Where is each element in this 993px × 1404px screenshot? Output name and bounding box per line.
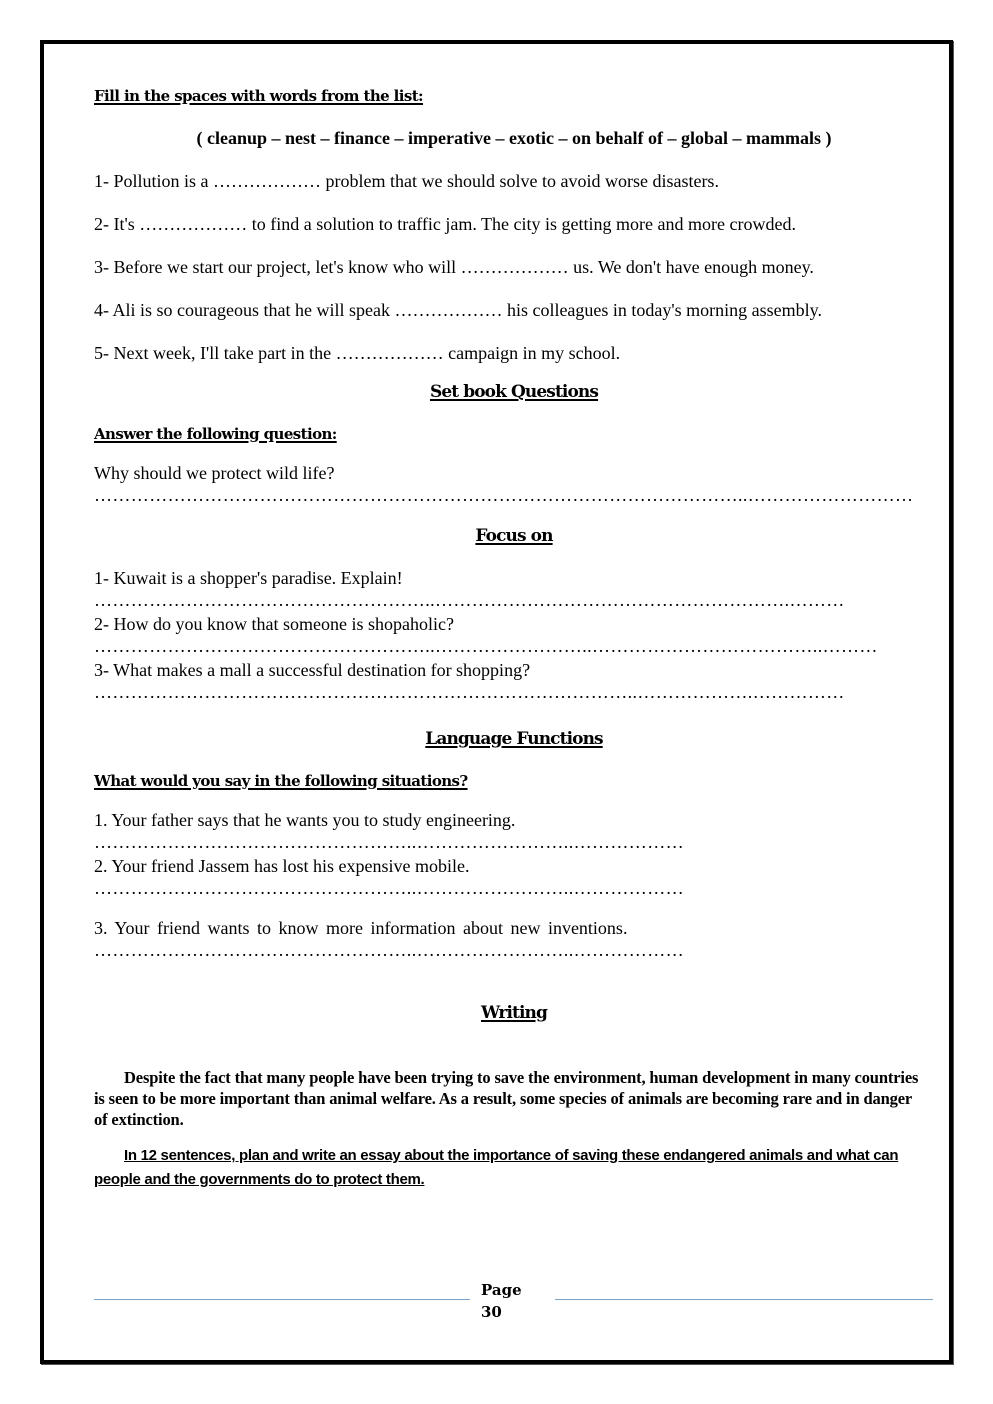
- focus-question-2: 2- How do you know that someone is shopaholic?: [94, 614, 454, 634]
- language-functions-title: Language Functions: [425, 729, 603, 749]
- fill-in-heading: Fill in the spaces with words from the list:: [94, 87, 423, 105]
- page-number-label: [481, 1279, 522, 1323]
- word-list: ( cleanup – nest – finance – imperative – exotic – on behalf of – global – mammals ): [196, 128, 832, 148]
- situation-2: 2. Your friend Jassem has lost his expensive mobile.: [94, 856, 470, 876]
- focus-on-title: Focus on: [475, 526, 553, 546]
- focus-answer-line-2[interactable]: ………………………………………………..……………………..………………………………..………: [94, 636, 878, 656]
- set-book-title: Set book Questions: [429, 382, 599, 402]
- fill-in-item-3: 3- Before we start our project, let's know who will ……………… us. We don't have enough money.: [94, 257, 814, 277]
- language-functions-heading: What would you say in the following situations?: [94, 772, 468, 790]
- focus-answer-line-1[interactable]: ………………………………………………..………………………………………………….………: [94, 590, 845, 610]
- footer-line-right: [555, 1299, 933, 1300]
- focus-question-1: 1- Kuwait is a shopper's paradise. Explain!: [94, 568, 403, 588]
- situation-3: 3. Your friend wants to know more information about new inventions.: [94, 918, 628, 938]
- page-number: 30: [481, 1303, 502, 1321]
- focus-answer-line-3[interactable]: ……………………………………………………………………………..……………….……………: [94, 682, 845, 702]
- focus-question-3: 3- What makes a mall a successful destination for shopping?: [94, 660, 531, 680]
- page-label-text: Page: [481, 1281, 522, 1299]
- footer-line-left: [94, 1299, 470, 1300]
- writing-title: Writing: [481, 1003, 547, 1023]
- set-book-answer-line[interactable]: ……………………………………………………………………………………………..………………………: [94, 485, 914, 505]
- fill-in-item-4: 4- Ali is so courageous that he will speak ……………… his colleagues in today's morning assembly.: [94, 300, 822, 320]
- set-book-heading: Answer the following question:: [94, 425, 337, 443]
- situation-answer-line-2[interactable]: ……………………………………………..……………………..………………: [94, 878, 684, 898]
- fill-in-item-2: 2- It's ……………… to find a solution to traffic jam. The city is getting more and more crowded.: [94, 214, 796, 234]
- writing-prompt-paragraph: Despite the fact that many people have been trying to save the environment, human development in many countries is seen to be more important than animal welfare. As a result, some species of animals are becoming rare and in danger of extinction.: [94, 1068, 919, 1129]
- fill-in-item-5: 5- Next week, I'll take part in the ……………… campaign in my school.: [94, 343, 621, 363]
- situation-1: 1. Your father says that he wants you to study engineering.: [94, 810, 516, 830]
- fill-in-item-1: 1- Pollution is a ……………… problem that we should solve to avoid worse disasters.: [94, 171, 719, 191]
- writing-task: In 12 sentences, plan and write an essay about the importance of saving these endangered animals and what can people and the governments do to protect them.: [94, 1147, 899, 1188]
- situation-answer-line-3[interactable]: ……………………………………………..……………………..………………: [94, 940, 684, 960]
- set-book-question: Why should we protect wild life?: [94, 463, 335, 483]
- situation-answer-line-1[interactable]: ……………………………………………..……………………..………………: [94, 832, 684, 852]
